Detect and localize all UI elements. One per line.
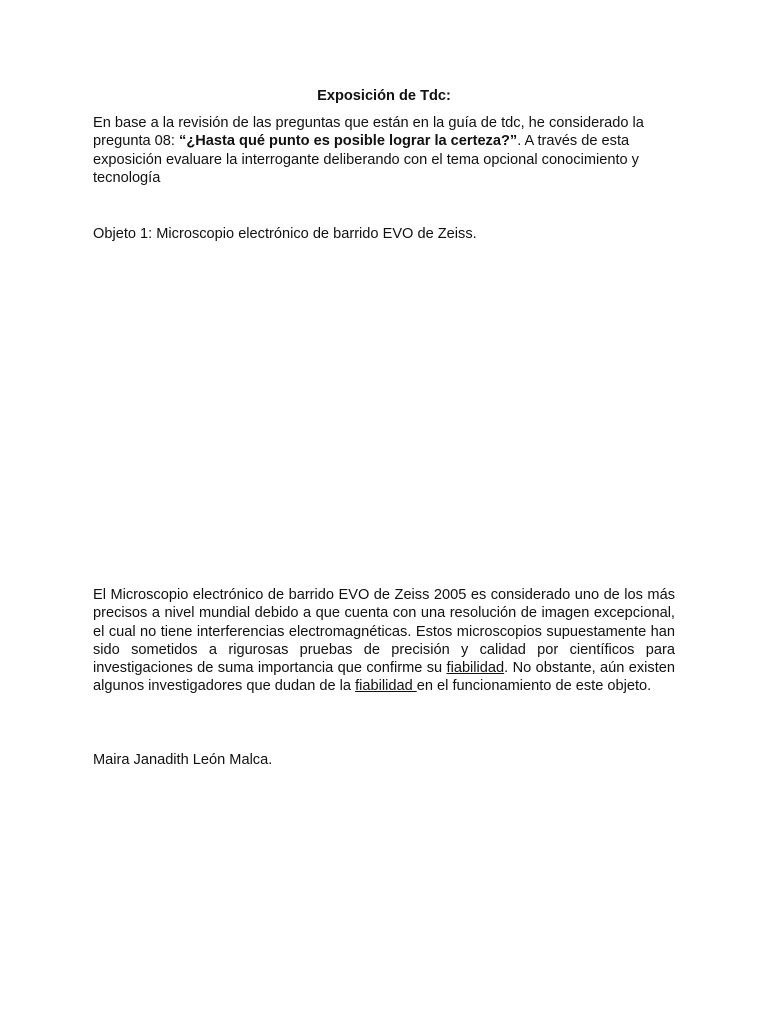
object-line: Objeto 1: Microscopio electrónico de barrido EVO de Zeiss. [93, 226, 477, 242]
intro-text-start: En base a la revisión de las preguntas que están en la guía de tdc, he considerado la pregunta 08: [93, 115, 644, 150]
body-text-end: en el funcionamiento de este objeto. [416, 678, 652, 695]
author-signature: Maira Janadith León Malca. [93, 752, 273, 768]
underlined-term-fiabilidad-2: fiabilidad [355, 678, 417, 695]
body-text-middle: . No obstante, aún existen algunos investigadores que dudan de la [93, 660, 676, 695]
intro-question: “¿Hasta qué punto es posible lograr la certeza?” [179, 133, 518, 150]
body-paragraph [93, 586, 675, 696]
document-title: Exposición de Tdc: [317, 88, 451, 104]
underlined-term-fiabilidad: fiabilidad [446, 660, 505, 677]
body-text-start: El Microscopio electrónico de barrido EVO de Zeiss 2005 es considerado uno de los más precisos a nivel mundial debido a que cuenta con una resolución de imagen excepcional, el cual no tiene interferencias electromagnéticas. Estos microscopios supuestamente han sido sometidos a rigurosas pruebas de precisión y calidad por científicos para investigaciones de suma importancia que confirme su [93, 587, 675, 677]
intro-text-end: . A través de esta exposición evaluare la interrogante deliberando con el tema opcional conocimiento y tecnología [93, 133, 639, 186]
intro-paragraph [93, 114, 675, 187]
